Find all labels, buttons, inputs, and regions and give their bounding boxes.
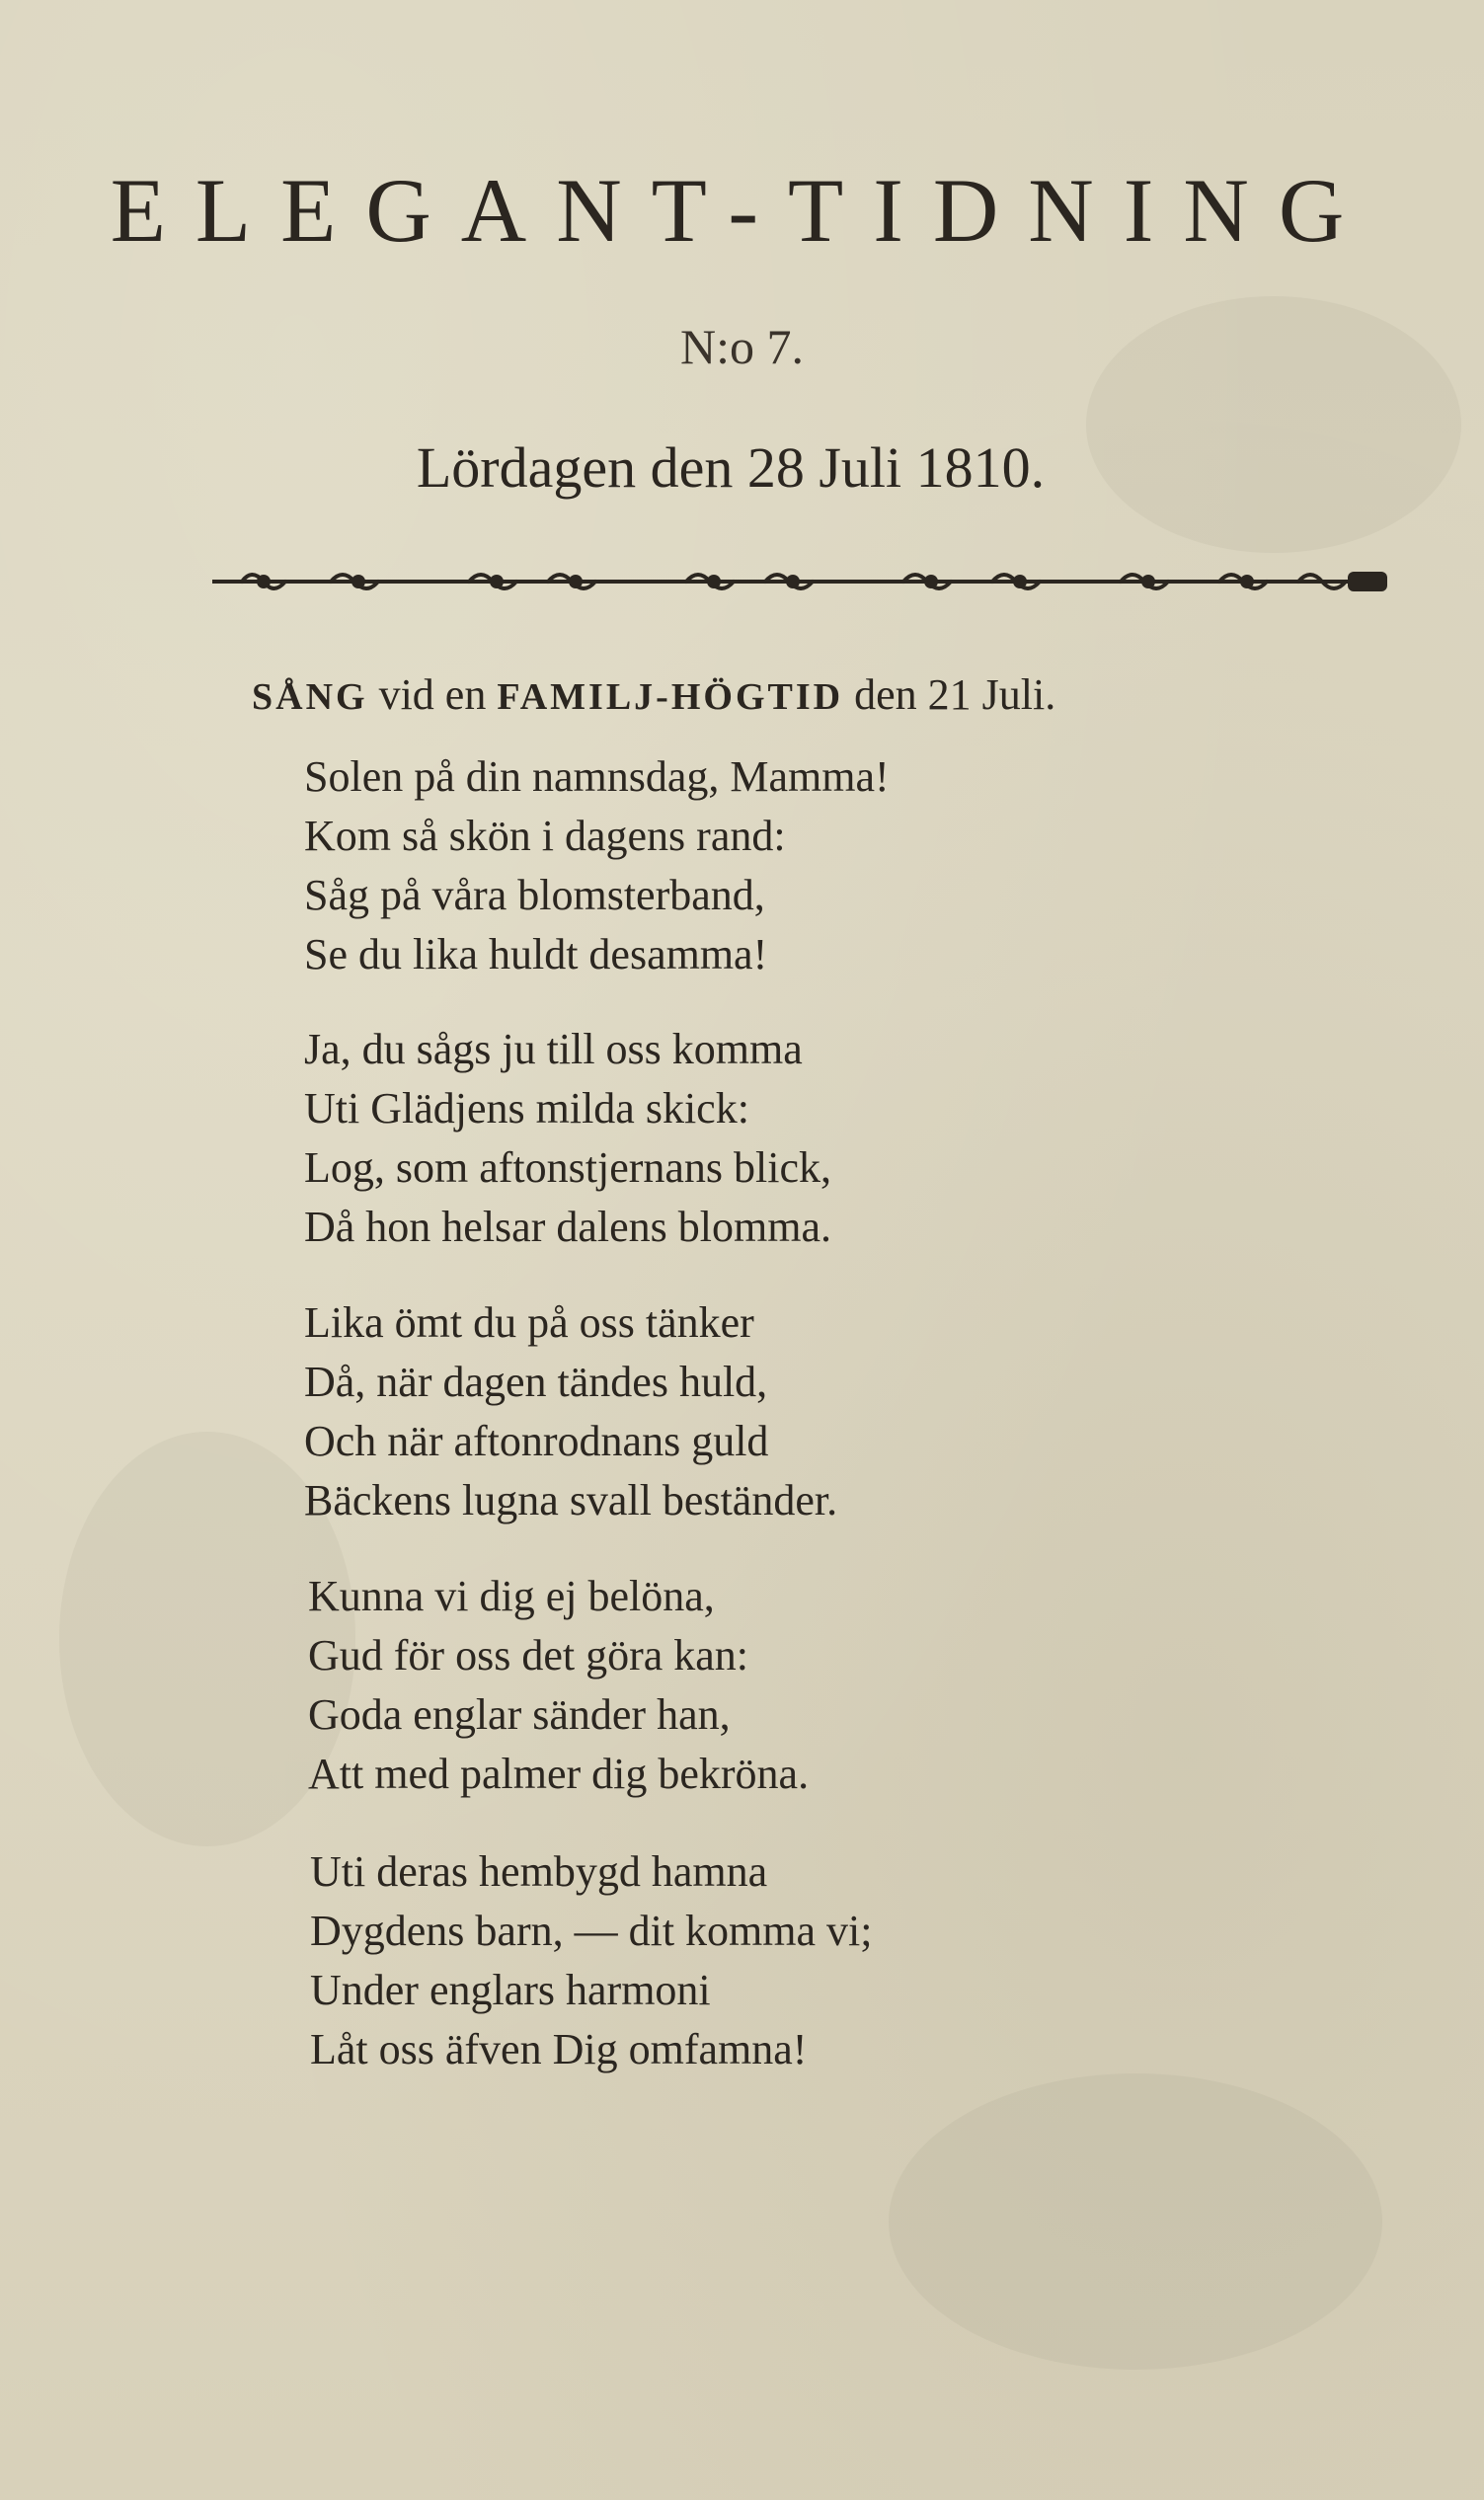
verse-line: Kunna vi dig ej belöna, (308, 1572, 715, 1620)
verse-line: Såg på våra blomsterband, (304, 871, 765, 919)
stanza-4 (308, 1567, 809, 1804)
stanza-1 (304, 747, 890, 984)
verse-line: Log, som aftonstjernans blick, (304, 1143, 832, 1192)
masthead-title: ELEGANT-TIDNING (110, 160, 1374, 261)
verse-line: Låt oss äfven Dig omfamna! (310, 2025, 808, 2073)
verse-line: Kom så skön i dagens rand: (304, 812, 786, 860)
stanza-5 (310, 1842, 873, 2079)
verse-line: Goda englar sänder han, (308, 1690, 731, 1739)
verse-line: Då hon helsar dalens blomma. (304, 1203, 831, 1251)
song-title-part: den 21 Juli. (843, 670, 1056, 719)
verse-line: Se du lika huldt desamma! (304, 930, 768, 978)
verse-line: Och när aftonrodnans guld (304, 1417, 769, 1465)
paper-stain (889, 2073, 1382, 2370)
song-title-part: SÅNG (252, 676, 368, 718)
stanza-3 (304, 1293, 837, 1530)
song-title-part: FAMILJ-HÖGTID (497, 676, 844, 718)
song-title-part: vid en (367, 670, 498, 719)
verse-line: Bäckens lugna svall beständer. (304, 1476, 838, 1524)
verse-line: Uti Glädjens milda skick: (304, 1084, 749, 1133)
verse-line: Då, när dagen tändes huld, (304, 1358, 768, 1406)
verse-line: Under englars harmoni (310, 1966, 711, 2014)
verse-line: Att med palmer dig bekröna. (308, 1750, 810, 1798)
verse-line: Uti deras hembygd hamna (310, 1847, 768, 1896)
verse-line: Solen på din namnsdag, Mamma! (304, 752, 890, 801)
verse-line: Gud för oss det göra kan: (308, 1631, 749, 1680)
verse-line: Lika ömt du på oss tänker (304, 1298, 754, 1347)
ornament-divider (212, 558, 1407, 597)
song-title (252, 669, 1338, 720)
verse-line: Dygdens barn, — dit komma vi; (310, 1907, 873, 1955)
issue-date: Lördagen den 28 Juli 1810. (416, 435, 1046, 500)
verse-line: Ja, du sågs ju till oss komma (304, 1025, 803, 1073)
issue-number: N:o 7. (680, 319, 804, 374)
stanza-2 (304, 1020, 831, 1257)
